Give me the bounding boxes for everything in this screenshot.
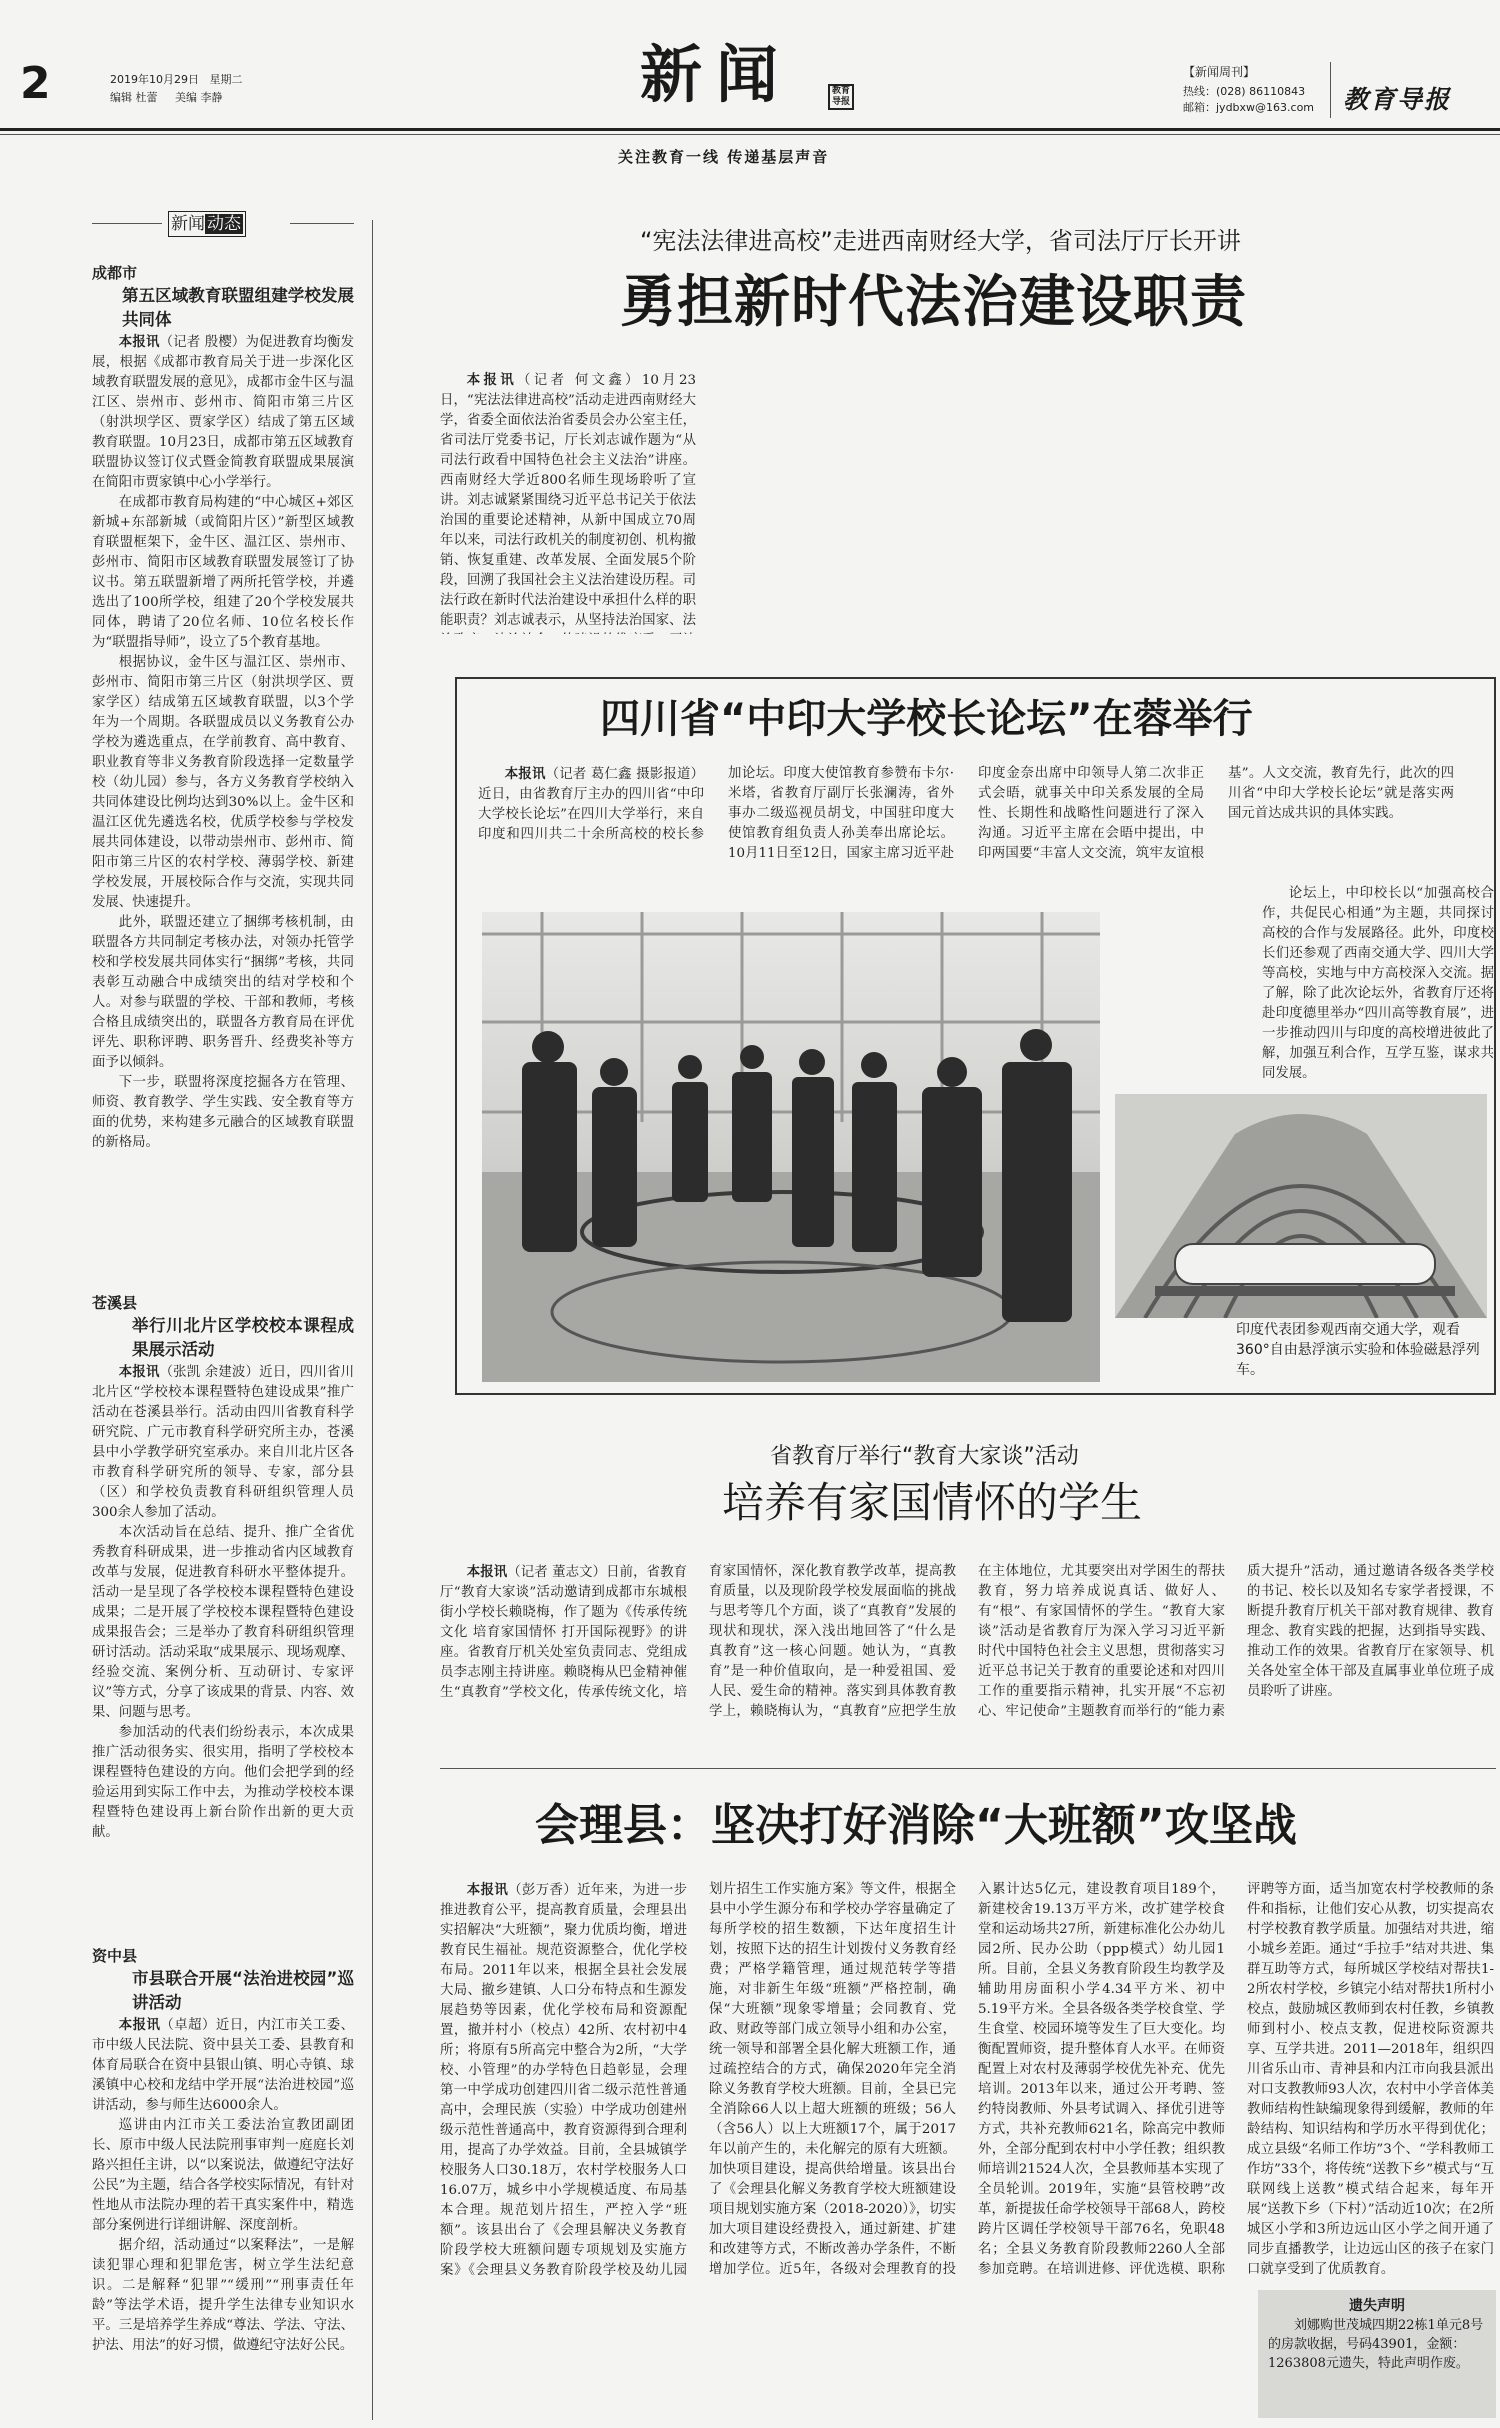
section-tag <box>168 211 246 237</box>
brief-title: 市县联合开展“法治进校园”巡讲活动 <box>132 1969 354 2012</box>
art-editor-text: 美编 李静 <box>174 91 223 104</box>
paragraph-text: （卓超）近日，内江市关工委、市中级人民法院、资中县关工委、县教育和体育局联合在资中县银山镇、明心寺镇、球溪镇中心校和龙结中学开展“法治进校园”巡讲活动，参与师生达6000余人。 <box>92 2018 354 2113</box>
brief-paragraph <box>92 332 354 493</box>
article1-kicker: “宪法法律进高校”走进西南财经大学，省司法厅厅长开讲 <box>640 227 1241 255</box>
brief-title: 举行川北片区学校校本课程成果展示活动 <box>132 1316 354 1359</box>
brief-paragraph: 根据协议，金牛区与温江区、崇州市、彭州市、简阳市第三片区（射洪坝学区、贾家学区）结成第五区域教育联盟，以3个学年为一个周期。各联盟成员以义务教育公办学校为遴选重点，在学前教育、高中教育、职业教育等非义务教育阶段选择一定数量学校（幼儿园）参与，各方义务教育学校纳入共同体建设比例均达到30%以上。金牛区和温江区优先遴选名校，优质学校参与学校发展共同体建设，以带动崇州市、彭州市、简阳市第三片区的农村学校、薄弱学校、新建学校发展，开展校际合作与交流，实现共同发展、快速提升。 <box>92 655 354 910</box>
seal-logo <box>828 84 854 110</box>
byline: 本报讯 <box>118 1364 160 1380</box>
maglev-photo-image <box>1115 1094 1487 1318</box>
photo-caption: 印度代表团参观西南交通大学，观看360°自由悬浮演示实验和体验磁悬浮列车。 <box>1236 1322 1480 1378</box>
article1-col-3 <box>990 370 1246 634</box>
editor-credits <box>110 90 222 106</box>
article3-headline: 培养有家国情怀的学生 <box>722 1478 1143 1527</box>
forum-photo-image <box>482 912 1100 1382</box>
header-rule <box>0 128 1500 131</box>
article1-col-4 <box>1262 370 1494 634</box>
brief-paragraph: 在成都市教育局构建的“中心城区+郊区新城+东部新城（或简阳片区）”新型区域教育联盟框架下，金牛区、温江区、崇州市、彭州市、简阳市区域教育联盟发展签订了协议书。第五联盟新增了两所托管学校，并遴选出了100所学校，组建了20个学校发展共同体，聘请了20位名师、10位名校长作为“联盟指导师”，设立了5个教育基地。 <box>92 495 354 650</box>
article1-text: （记者 何文鑫）10月23日，“宪法法律进高校”活动走进西南财经大学，省委全面依法治省委员会办公室主任，省司法厅党委书记，厅长刘志诚作题为“从司法行政看中国特色社会主义法治”讲座。西南财经大学近800名师生现场聆听了宣讲。刘志诚紧紧围绕习近平总书记关于依法治国的重要论述精神，从新中国成立70周年以来，司法行政机关的制度初创、机构撤销、恢复重建、改革发展、全面发展5个阶段，回溯了我国社会主义法治建设历程。司法行政在新时代法治建设中承担什么样的职能职责？刘志诚表示，从坚持法治国家、法 <box>440 373 696 628</box>
date-text: 2019年10月29日 <box>110 73 199 86</box>
section-slogan: 关注教育一线 传递基层声音 <box>618 148 830 166</box>
region-label: 成都市 <box>92 264 138 282</box>
issue-date <box>110 72 243 88</box>
brief-title: 第五区域教育联盟组建学校发展共同体 <box>122 286 354 329</box>
seal-logo-text: 教育导报 <box>831 86 850 107</box>
header-rule-thin <box>0 134 1500 135</box>
weekly-label: 【新闻周刊】 <box>1183 65 1256 79</box>
editor-text: 编辑 杜蕾 <box>110 91 158 104</box>
maglev-photo <box>1115 1094 1487 1318</box>
brief-paragraph: 据介绍，活动通过“以案释法”，一是解读犯罪心理和犯罪危害，树立学生法纪意识。二是解释“犯罪”“缓刑”“刑事责任年龄”等法学术语，提升学生法律专业知识水平。三是培养学生养成“尊法、学法、守法、护法、用法”的好习惯，做遵纪守法好公民。 <box>92 2238 354 2353</box>
byline: 本报讯 <box>466 1882 509 1898</box>
header-divider <box>1330 62 1331 118</box>
tag-line-right <box>290 223 354 224</box>
article3-body <box>440 1562 1494 1762</box>
hotline-text: 热线：(028) 86110843 <box>1183 85 1306 98</box>
paragraph-text: （张凯 余建波）近日，四川省川北片区“学校校本课程暨特色建设成果”推广活动在苍溪县举行。活动由四川省教育科学研究院、广元市教育科学研究所主办，苍溪县中小学教学研究室承办。来自川北片区各市教育科学研究所的领导、专家，部分县（区）和学校负责教育科研组织管理人员300余人参加了活动。 <box>92 1365 354 1520</box>
brief-paragraph: 参加活动的代表们纷纷表示，本次成果推广活动很务实、很实用，指明了学校校本课程暨特色建设的方向。他们会把学到的经验运用到实际工作中去，为推动学校校本课程暨特色建设再上新台阶作出新的更大贡献。 <box>92 1725 354 1840</box>
email-text: 邮箱：jydbxw@163.com <box>1183 101 1315 114</box>
brief-paragraph: 下一步，联盟将深度挖掘各方在管理、师资、教育教学、学生实践、安全教育等方面的优势，来构建多元融合的区域教育联盟的新格局。 <box>92 1075 354 1150</box>
byline: 本报讯 <box>118 2017 161 2033</box>
byline: 本报讯 <box>118 334 160 350</box>
region-label: 苍溪县 <box>92 1294 138 1312</box>
forum-photo <box>482 912 1100 1382</box>
weekday-text: 星期二 <box>209 73 243 86</box>
article2-text-top: （记者 葛仁鑫 摄影报道）近日，由省教育厅主办的四川省“中印大学校长论坛”在四川大学举行，来自印度和四川共二十余所高校的校长参加论坛。印度大使馆教育参赞布卡尔·米塔，省教育厅副厅长张澜涛，省外事办二级巡视员胡戈，中国驻印度大使馆教育组负责人孙美奉出席论坛。10月11日至12日，国家主席习近平赴印度金奈出席中印领导人第二次非正式会晤，就事关中印关系发展的全局性、长期性和战略性问题进行了深入沟通。习近平主席在会晤中提出，中印两国要“丰富人文交流，筑牢友谊根基”。人文交流，教育先行，此次的四川省“中印大学校长论坛”就是落实两国元首达成共识的具体实践。 <box>478 766 1454 861</box>
section-masthead: 新闻 <box>640 38 793 111</box>
paragraph-text: （记者 殷樱）为促进教育均衡发展，根据《成都市教育局关于进一步深化区域教育联盟发展的意见》，成都市金牛区与温江区、崇州市、彭州市、简阳市第三片区（射洪坝学区、贾家学区）结成了第五区域教育联盟。10月23日，成都市第五区域教育联盟协议签订仪式暨金简教育联盟成果展演在简阳市贾家镇中心小学举行。 <box>92 335 354 490</box>
tag-right-text: 动态 <box>207 214 241 234</box>
notice-body: 刘娜购世茂城四期22栋1单元8号的房款收据，号码43901，金额：1263808元遗失，特此声明作废。 <box>1268 2318 1484 2371</box>
news-brief-zizhong <box>92 1945 354 2423</box>
tag-line-left <box>92 223 162 224</box>
article3-kicker: 省教育厅举行“教育大家谈”活动 <box>770 1444 1079 1469</box>
brief-paragraph <box>92 2015 354 2116</box>
article2-side-text <box>1262 884 1494 1094</box>
byline: 本报讯 <box>504 766 546 782</box>
tag-left-text: 新闻 <box>171 214 205 234</box>
article3-text: （记者 董志文）日前，省教育厅“教育大家谈”活动邀请到成都市东城根街小学校长赖晓梅，作了题为《传承传统文化 培育家国情怀 打开国际视野》的讲座。省教育厅机关处室负责同志、党组成员李志刚主持讲座。赖晓梅从巴金精神催生“真教育”学校文化，传承传统文化，培育家国情怀，深化教育教学改革，提高教育质量，以及现阶段学校发展面临的挑战与思考等几个方面，谈了“真教育”发展的现状和现状，深入浅出地回答了“什么是真教育”这一核心问题。她认为，“真教育”是一种价值取向，是一种爱祖国、爱人民、爱生命的精神。落实到具体教育教学上，赖晓梅认为，“真教育”应把学生放在主体地位，尤其要突出对学困生的帮扶教育，努力培养成说真话、做好人、有“根”、有家国情怀的学生。“教育大家谈”活动是省教育厅为深入学习习近平新时代中国特色社会主义思想，贯彻落实习近平总书记关于教育的重要论述和对四川工作的重要指示精神，扎实开展“不忘初心、牢记使命”主题教育而举行的“能力素质大提升”活动，通过邀请各级各类学校的书记、校长以及知名专家学者授课，不断提升教育厅机关干部对教育规律、教育理念、教育实践的把握，达到指导实践、推动工作的效果。省教育厅在家领导、机关各处室全体干部及直属事业单位班子成员聆听了讲座。 <box>440 1564 1494 1719</box>
article2-headline: 四川省“中印大学校长论坛”在蓉举行 <box>600 696 1253 742</box>
article4-headline: 会理县：坚决打好消除“大班额”攻坚战 <box>535 1800 1297 1851</box>
article4-text: （彭万香）近年来，为进一步推进教育公平，提高教育质量，会理县出实招解决“大班额”，聚力优质均衡，增进教育民生福祉。规范资源整合，优化学校布局。2011年以来，根据全县社会发展大局、撤乡建镇、人口分布特点和生源发展趋势等因素，优化学校布局和资源配置，撤并村小（校点）42所、农村初中4所；将原有5所高完中整合为2所，“大学校、小管理”的办学特色日趋彰显，会理第一中学成功创建四川省二级示范性普通高中，会理民族（实验）中学成功创建州级示范性普通高中，教育资源得到合理利用，提高了办学效益。目前，全县城镇学校服务人口30.18万，农村学校服务人口16.07万，城乡中小学规模适度、布局基本合理。规范划片招生，严控入学“班额”。该县出台了《会理县解决义务教育阶段学校大班额问题专项规划及实施方案》《会理县义务教育阶段学校及幼儿园划片招生工作实施方案》等文件，根据全县中小学生源分布和学校办学容量确定了每所学校的招生数额，下达年度招生计划，按照下达的招生计划拨付义务教育经费；严格学籍管理，通过规范转学等措施，对非新生年级“班额”严格控制，确保“大班额”现象零增量；会同教育、党政、财政等部门成立领导小组和办公室，统一领导和部署全县化解大班额工作，通过疏控结合的方式，确保2020年完全消除义务教育学校大班额。目前，全县已完全消除66人以上超大班额的班级；56人（含56人）以上大班额17个，属于2017年以前产生的，未化解完的原有大班额。加快项目建设，提高供给增量。该县出台了《会理县化解义务教育学校大班额建设项目规划实施方案（2018-2020）》，切实加大项目建设经费投入，通过新建、扩建和改建等方式，不断改善办学条件，不断增加学位。近5年，各级对会理教育的投入累计达5亿元，建设教育项目189个，新建校舍19.13万平方米，改扩建学校食堂和运动场共27所，新建标准化公办幼儿园2所、民办公助（ppp模式）幼儿园1所。目前，全县义务教育阶段生均教学及辅助用房面积小学4.34平方米、初中5.19平方米。全县各级各类学校食堂、学生食堂、校园环境等发生了巨大变化。均衡配置师资，提升整体育人水平。在师资配置上对农村及薄弱学校优先补充、优先培训。2013年以来，通过公开考聘、签约特岗教师、外县考试调入、择优引进等方式，共补充教师621名，除高完中教师外，全部分配到农村中小学任教；组织教师培训21524人次，全县教师基本实现了全员轮训。2019年，实施“县管校聘”改革，新提拔任命学校领导干部68人，跨校跨片区调任学校领导干部76名，免职48名；全县义务教育阶段教师2260人全部参加竞聘。在培训进修、评优选模、职称评聘等方面，适当加宽农村学校教师的条件和指标，让他们安心从教，切实提高农村学校教育教学质量。加强结对共进，缩小城乡差距。通过“手拉手”结对共进、集群互助等方式，每所城区学校结对帮扶1-2所农村学校，乡镇完小结对帮扶1所村小校点，鼓励城区教师到农村任教，乡镇教师到村小、校点支教，促进校际资源共享、互学共进。2011—2018年，组织四川省乐山市、青神县和内江市向我县派出对口支教教师93人次，农村中小学音体美教师结构性缺编现象得到缓解，教师的年龄结构、知识结构和学历水平得到优化；成立县级“名师工作坊”3个、“学科教师工作坊”33个，将传统“送教下乡”模式与“互联网线上送教”模式结合起来，每年开展“送教下乡（下村）”活动近10次；在2所城区小学和3所边远山区小学之间开通了同步直播教学，让边远山区的孩子在家门口就享受到了优质教育。 <box>440 1882 1494 2278</box>
article3-divider <box>440 1768 1496 1769</box>
newspaper-brand: 教育导报 <box>1343 85 1452 114</box>
article1-col-1 <box>440 370 696 634</box>
brief-paragraph: 巡讲由内江市关工委法治宣教团副团长、原市中级人民法院刑事审判一庭庭长刘路兴担任主讲，以“以案说法，做遵纪守法好公民”为主题，结合各学校实际情况，有针对性地从市法院办理的若干真实案件中，精选部分案例进行详细讲解、深度剖析。 <box>92 2118 354 2233</box>
lost-notice <box>1258 2290 1496 2418</box>
article1-col-2 <box>720 370 976 634</box>
page-number: 2 <box>20 58 51 109</box>
column-divider <box>372 220 373 2420</box>
region-label: 资中县 <box>92 1947 138 1965</box>
news-brief-chengdu <box>92 262 354 1272</box>
brief-paragraph: 本次活动旨在总结、提升、推广全省优秀教育科研成果，进一步推动省内区域教育改革与发展，促进教育科研水平整体提升。活动一是呈现了各学校校本课程暨特色建设成果；二是开展了学校校本课程暨特色建设成果报告会；三是举办了教育科研组织管理研讨活动。活动采取“成果展示、现场观摩、经验交流、案例分析、互动研讨、专家评议”等方式，分享了该成果的背景、内容、效果、问题与思考。 <box>92 1525 354 1720</box>
news-brief-cangxi <box>92 1292 354 1937</box>
article2-top-text <box>478 764 1454 882</box>
brief-paragraph <box>92 1362 354 1523</box>
article1-headline: 勇担新时代法治建设职责 <box>620 269 1247 335</box>
brief-paragraph: 此外，联盟还建立了捆绑考核机制，由联盟各方共同制定考核办法，对领办托管学校和学校发展共同体实行“捆绑”考核，共同表彰互动融合中成绩突出的结对学校和个人。对参与联盟的学校、干部和教师，考核合格且成绩突出的，联盟各方教育局在评优评先、职称评聘、职务晋升、经费奖补等方面予以倾斜。 <box>92 915 354 1070</box>
byline: 本报讯 <box>466 1564 508 1580</box>
article2-text-side: 论坛上，中印校长以“加强高校合作，共促民心相通”为主题，共同探讨高校的合作与发展路径。此外，印度校长们还参观了西南交通大学、四川大学等高校，实地与中方高校深入交流。据了解，除了此次论坛外，省教育厅还将赴印度德里举办“四川高等教育展”，进一步推动四川与印度的高校增进彼此了解，加强互利合作，互学互鉴，谋求共同发展。 <box>1262 886 1494 1081</box>
byline: 本报讯 <box>466 372 518 388</box>
notice-title: 遗失声明 <box>1349 2298 1405 2314</box>
